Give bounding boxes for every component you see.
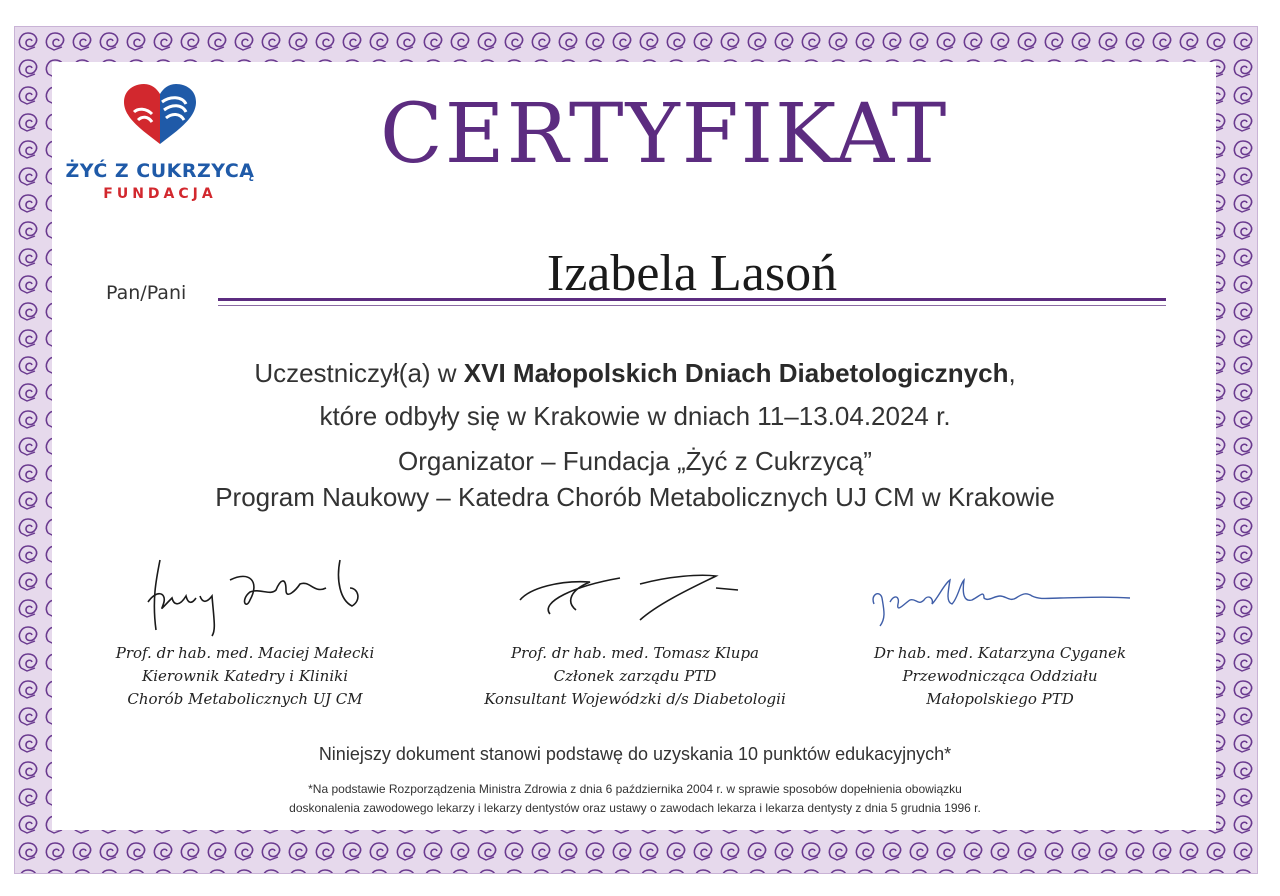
handwritten-signature (100, 540, 390, 640)
participation-line (130, 360, 1140, 386)
footnote-line: doskonalenia zawodowego lekarzy i lekarzy dentystów oraz ustawy o zawodach lekarza i lekarza dentysty z dnia 5 grudnia 1996 r. (289, 801, 981, 815)
handwritten-signature (860, 540, 1140, 640)
event-name: XVI Małopolskich Dniach Diabetologicznych (463, 358, 1009, 388)
recipient-label: Pan/Pani (106, 282, 187, 304)
participation-prefix: Uczestniczył(a) w (254, 358, 464, 388)
logo-name: ŻYĆ Z CUKRZYCĄ (65, 160, 255, 182)
logo-subtitle: FUNDACJA (103, 186, 217, 202)
handwritten-signature (470, 540, 800, 640)
organizer-line: Organizator – Fundacja „Żyć z Cukrzycą” (398, 446, 872, 476)
signature-block-cyganek (860, 540, 1140, 720)
signatory-name: Dr hab. med. Katarzyna Cyganek (873, 644, 1127, 662)
signatory-role: Małopolskiego PTD (926, 690, 1074, 708)
footnote-line: *Na podstawie Rozporządzenia Ministra Zdrowia z dnia 6 października 2004 r. w sprawie sposobów dopełnienia obowiązku (308, 782, 962, 796)
signatory-role: Przewodnicząca Oddziału (902, 667, 1098, 685)
name-underline-thin (218, 305, 1166, 306)
signatory-role: Konsultant Wojewódzki d/s Diabetologii (484, 690, 786, 708)
signatory-name: Prof. dr hab. med. Maciej Małecki (115, 644, 375, 662)
foundation-logo (60, 82, 260, 212)
education-points-statement: Niniejszy dokument stanowi podstawę do uzyskania 10 punktów edukacyjnych* (318, 744, 952, 764)
signature-block-malecki (100, 540, 390, 720)
signatory-role: Kierownik Katedry i Kliniki (141, 667, 348, 685)
scientific-program-line: Program Naukowy – Katedra Chorób Metabolicznych UJ CM w Krakowie (215, 482, 1055, 512)
participation-suffix: , (1008, 358, 1016, 388)
certificate-title: CERTYFIKAT (380, 87, 949, 182)
event-dates: które odbyły się w Krakowie w dniach 11–13.04.2024 r. (319, 401, 951, 431)
signatory-name: Prof. dr hab. med. Tomasz Klupa (511, 644, 759, 662)
heart-hands-icon (122, 82, 198, 148)
recipient-name: Izabela Lasoń (546, 245, 838, 302)
name-underline (218, 298, 1166, 301)
signatory-role: Członek zarządu PTD (553, 667, 717, 685)
signature-block-klupa (470, 540, 800, 720)
signatory-role: Chorób Metabolicznych UJ CM (127, 690, 363, 708)
